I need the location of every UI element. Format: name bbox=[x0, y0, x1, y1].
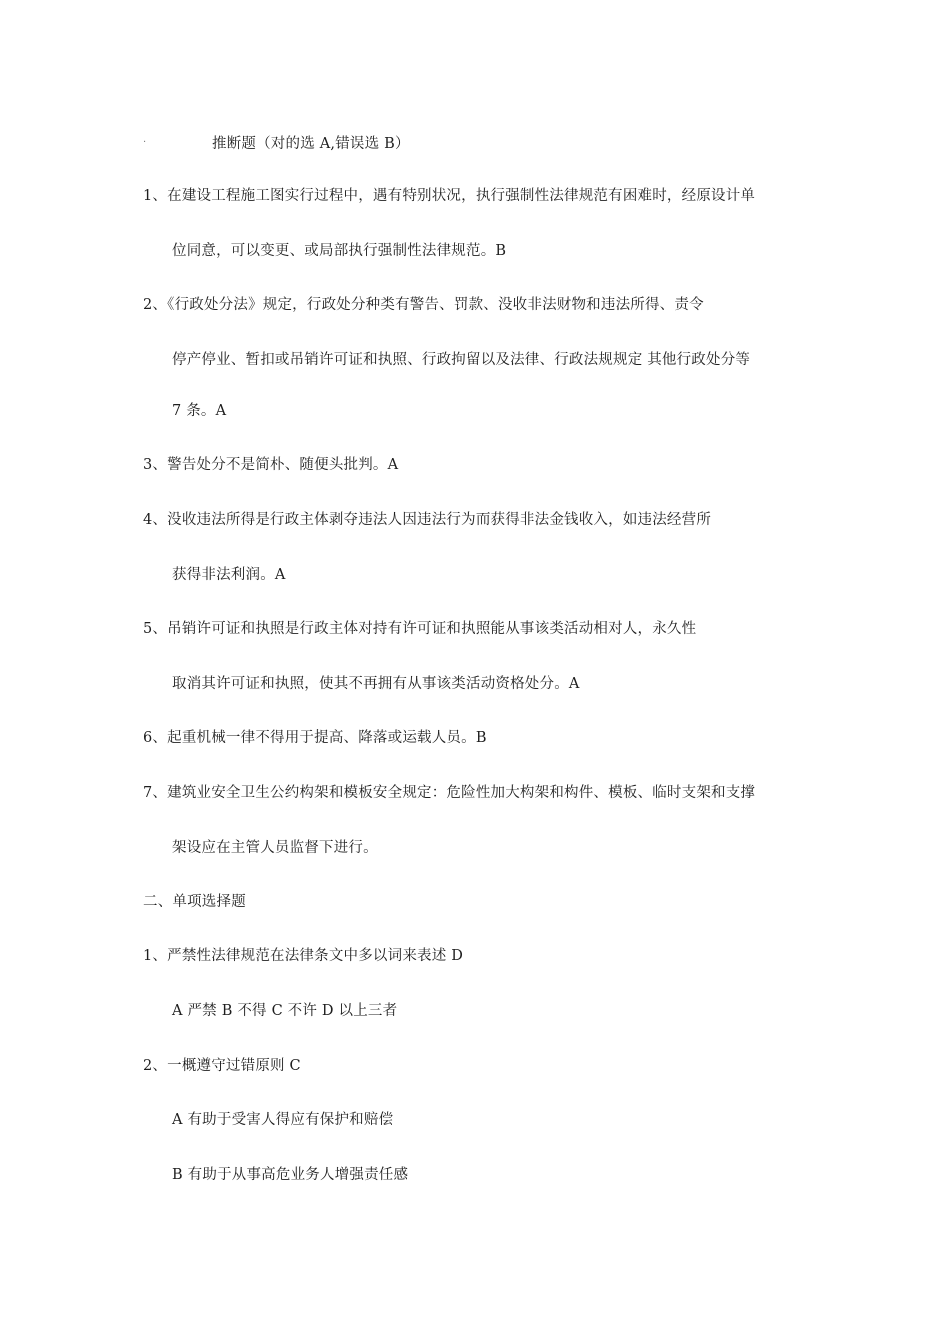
question-6-line-1: 6、起重机械一律不得用于提高、降落或运载人员。B bbox=[143, 730, 487, 746]
choice-question-2: 2、一概遵守过错原则 C bbox=[143, 1058, 301, 1074]
section-title-judgement: 推断题（对的选 A,错误选 B） bbox=[212, 136, 410, 152]
bullet-marker: · bbox=[143, 137, 147, 148]
choice-question-2-option-a: A 有助于受害人得应有保护和赔偿 bbox=[172, 1112, 394, 1128]
choice-question-1: 1、严禁性法律规范在法律条文中多以词来表述 D bbox=[143, 948, 464, 964]
question-5-line-2: 取消其许可证和执照，使其不再拥有从事该类活动资格处分。A bbox=[172, 676, 580, 692]
question-4-line-2: 获得非法利润。A bbox=[172, 567, 286, 583]
question-7-line-2: 架设应在主管人员监督下进行。 bbox=[172, 840, 378, 856]
question-1-line-1: 1、在建设工程施工图实行过程中，遇有特别状况，执行强制性法律规范有困难时，经原设计单 bbox=[143, 188, 756, 204]
choice-question-2-option-b: B 有助于从事高危业务人增强责任感 bbox=[172, 1167, 409, 1183]
section-title-single-choice: 二、单项选择题 bbox=[143, 894, 246, 910]
question-7-line-1: 7、建筑业安全卫生公约构架和模板安全规定：危险性加大构架和构件、模板、临时支架和支撑 bbox=[143, 785, 756, 801]
question-2-line-2: 停产停业、暂扣或吊销许可证和执照、行政拘留以及法律、行政法规规定 其他行政处分等 bbox=[172, 352, 751, 368]
question-1-line-2: 位同意，可以变更、或局部执行强制性法律规范。B bbox=[172, 243, 507, 259]
question-3-line-1: 3、警告处分不是简朴、随便头批判。A bbox=[143, 457, 399, 473]
question-2-line-3: 7 条。A bbox=[172, 403, 227, 419]
question-4-line-1: 4、没收违法所得是行政主体剥夺违法人因违法行为而获得非法金钱收入，如违法经营所 bbox=[143, 512, 712, 528]
question-5-line-1: 5、吊销许可证和执照是行政主体对持有许可证和执照能从事该类活动相对人，永久性 bbox=[143, 621, 697, 637]
question-2-line-1: 2、《行政处分法》规定，行政处分种类有警告、罚款、没收非法财物和违法所得、责令 bbox=[143, 297, 704, 313]
choice-question-1-options: A 严禁 B 不得 C 不许 D 以上三者 bbox=[172, 1003, 398, 1019]
